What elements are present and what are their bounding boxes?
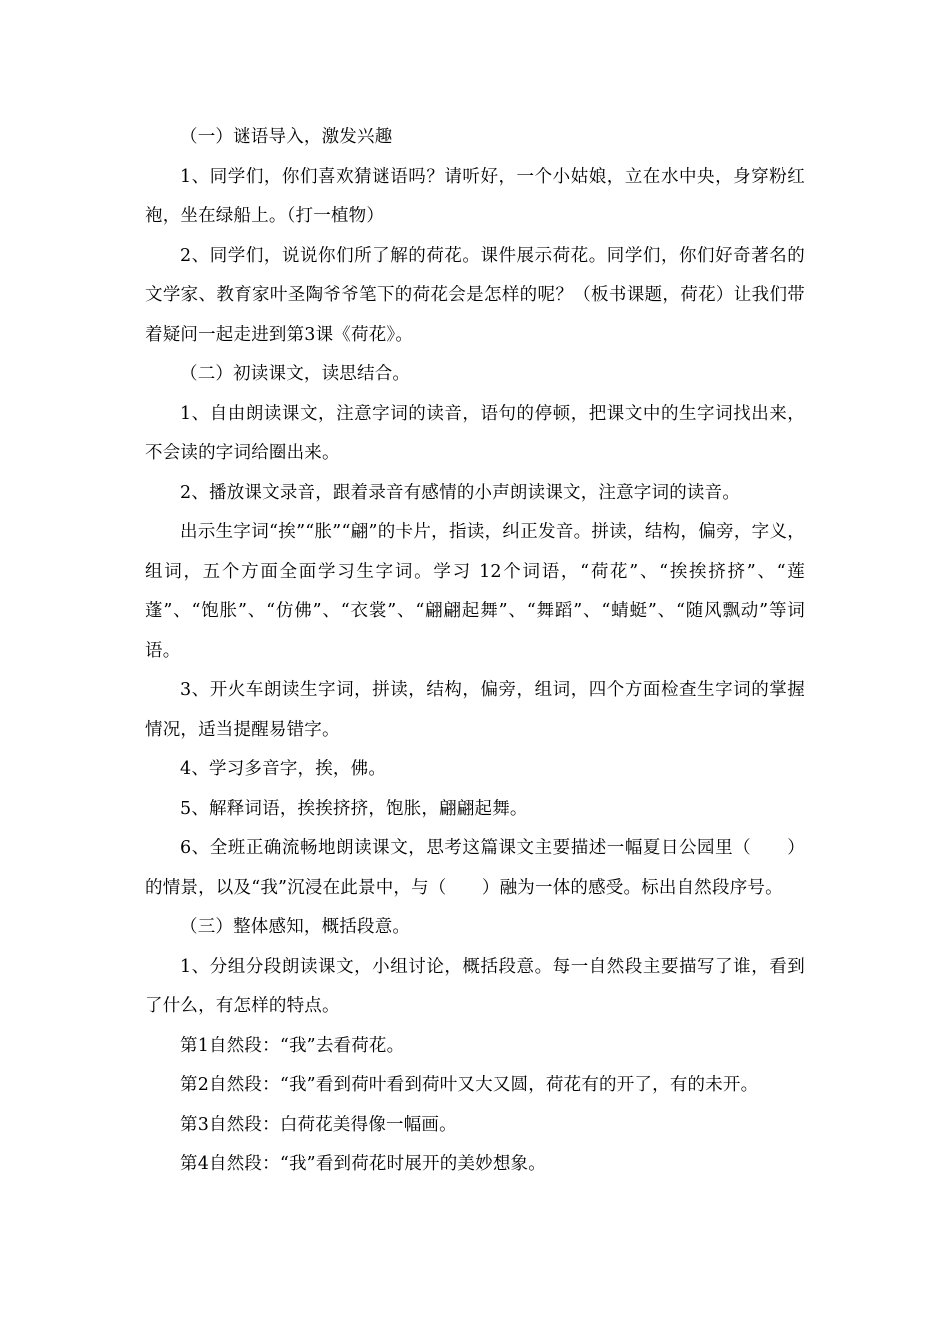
paragraph: 1、同学们，你们喜欢猜谜语吗？请听好，一个小姑娘，立在水中央，身穿粉红袍，坐在绿船上。（打一植物） <box>145 166 805 226</box>
paragraph: 2、同学们，说说你们所了解的荷花。课件展示荷花。同学们，你们好奇著名的文学家、教育家叶圣陶爷爷笔下的荷花会是怎样的呢？（板书课题，荷花）让我们带着疑问一起走进到第3课《荷花》。 <box>145 245 805 345</box>
section-heading-2: （二）初读课文，读思结合。 <box>180 364 411 384</box>
paragraph: 出示生字词“挨”“胀”“翩”的卡片，指读，纠正发音。拼读，结构，偏旁，字义，组词，五个方面全面学习生字词。学习 12个词语，“荷花”、“挨挨挤挤”、“莲蓬”、“饱胀”、“仿佛”、“衣裳”、“翩翩起舞”、“舞蹈”、“蜻蜓”、“随风飘动”等词语。 <box>145 522 805 661</box>
paragraph: 6、全班正确流畅地朗读课文，思考这篇课文主要描述一幅夏日公园里（ ）的情景，以及“我”沉浸在此景中，与（ ）融为一体的感受。标出自然段序号。 <box>145 838 805 898</box>
paragraph: 1、分组分段朗读课文，小组讨论，概括段意。每一自然段主要描写了谁，看到了什么，有怎样的特点。 <box>145 956 805 1016</box>
document-body <box>145 118 805 1185</box>
paragraph: 2、播放课文录音，跟着录音有感情的小声朗读课文，注意字词的读音。 <box>180 482 741 503</box>
section-heading-3: （三）整体感知，概括段意。 <box>180 917 411 937</box>
section-heading-1: （一）谜语导入，激发兴趣 <box>180 127 393 147</box>
paragraph: 第3自然段：白荷花美得像一幅画。 <box>180 1114 457 1135</box>
paragraph: 第4自然段：“我”看到荷花时展开的美妙想象。 <box>180 1154 546 1174</box>
paragraph: 第1自然段：“我”去看荷花。 <box>180 1035 405 1056</box>
paragraph: 4、学习多音字，挨，佛。 <box>180 759 387 779</box>
paragraph: 第2自然段：“我”看到荷叶看到荷叶又大又圆，荷花有的开了，有的未开。 <box>180 1075 759 1095</box>
paragraph: 1、自由朗读课文，注意字词的读音，语句的停顿，把课文中的生字词找出来，不会读的字词给圈出来。 <box>145 403 805 463</box>
paragraph: 3、开火车朗读生字词，拼读，结构，偏旁，组词，四个方面检查生字词的掌握情况，适当提醒易错字。 <box>145 680 805 740</box>
paragraph: 5、解释词语，挨挨挤挤，饱胀，翩翩起舞。 <box>180 798 528 819</box>
